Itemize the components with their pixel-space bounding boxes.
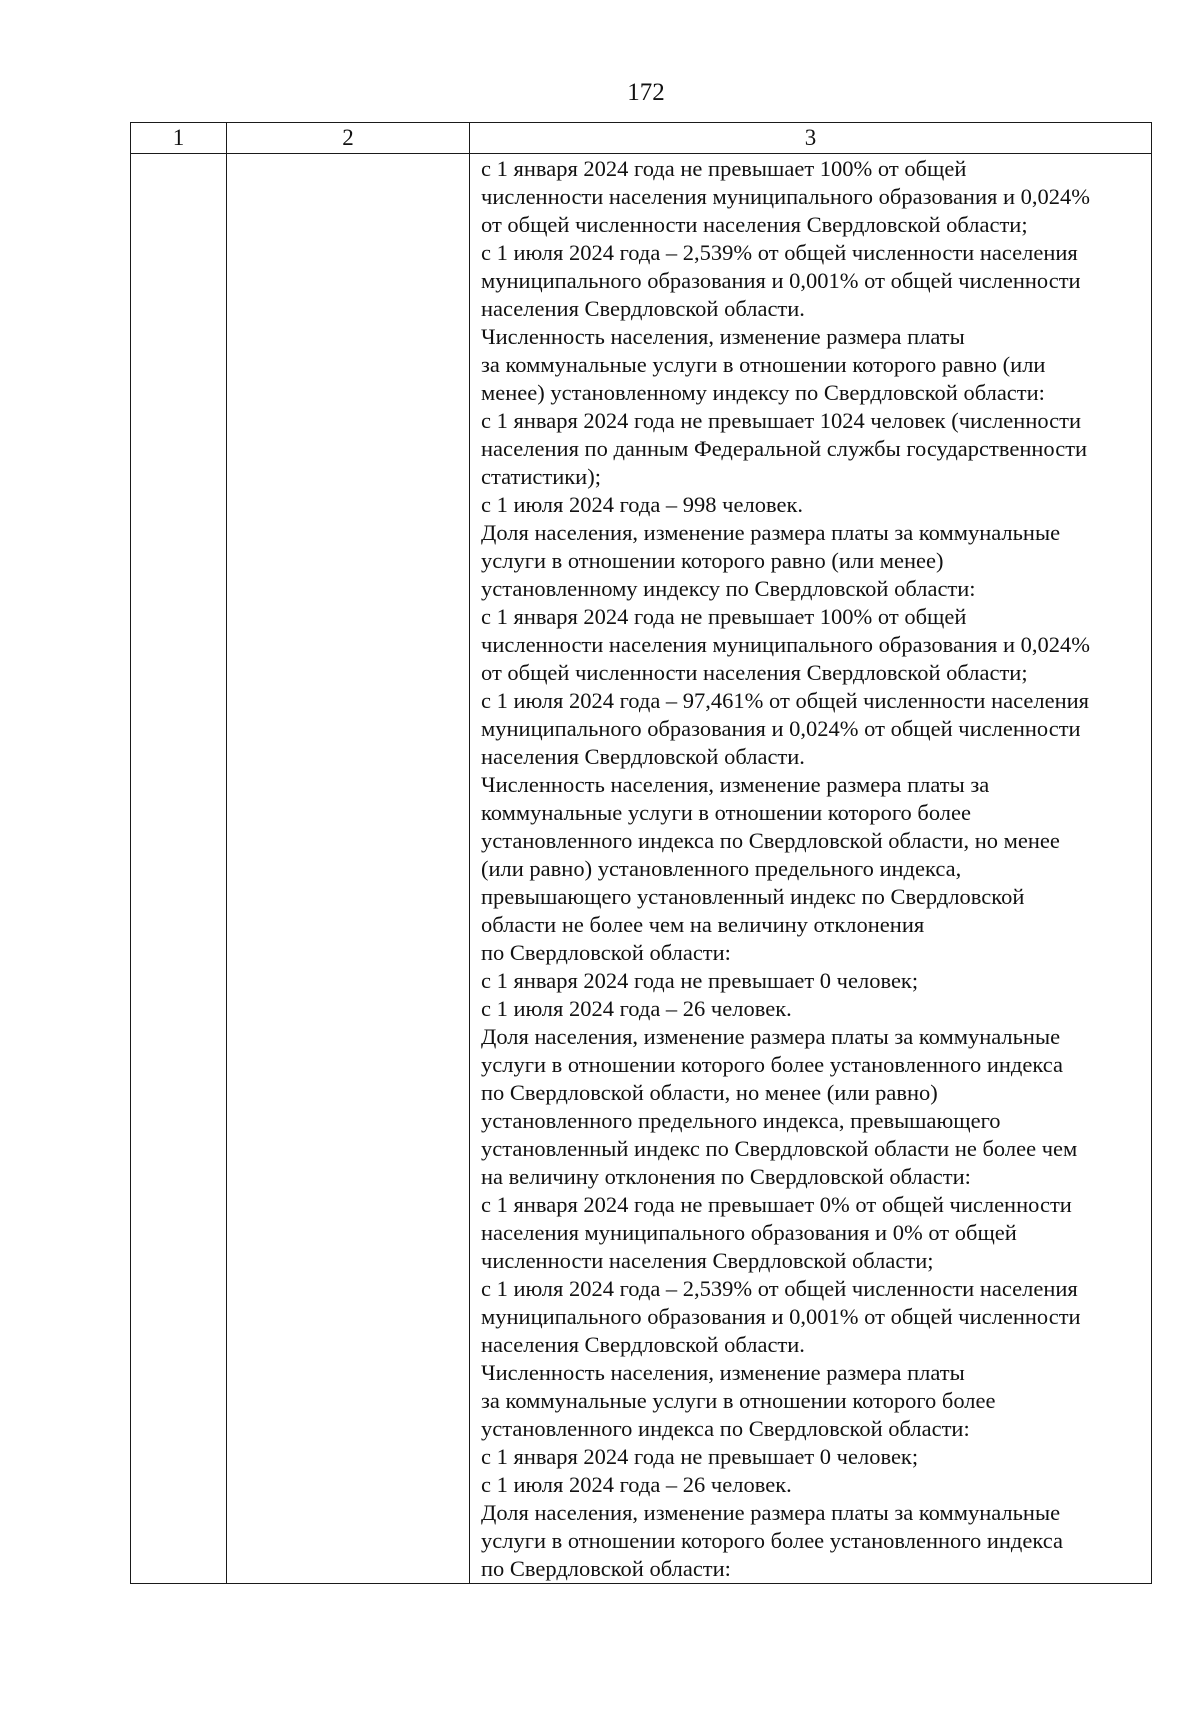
text-line: установленный индекс по Свердловской области не более чем [481,1136,1078,1161]
text-line: услуги в отношении которого более установленного индекса [481,1528,1063,1553]
text-line: услуги в отношении которого равно (или менее) [481,548,944,573]
text-line: с 1 июля 2024 года – 2,539% от общей численности населения [481,1276,1078,1301]
header-col-3: 3 [470,123,1152,154]
text-line: Численность населения, изменение размера платы [481,1360,965,1385]
header-col-1: 1 [131,123,227,154]
text-line: с 1 января 2024 года не превышает 0% от общей численности [481,1192,1072,1217]
document-table [130,122,1152,1584]
text-line: населения Свердловской области. [481,296,805,321]
text-line: с 1 июля 2024 года – 26 человек. [481,996,792,1021]
text-line: с 1 июля 2024 года – 97,461% от общей численности населения [481,688,1089,713]
cell-col-3 [470,154,1152,1584]
text-line: установленного предельного индекса, превышающего [481,1108,1001,1133]
text-line: численности населения Свердловской области; [481,1248,934,1273]
text-line: с 1 июля 2024 года – 2,539% от общей численности населения [481,240,1078,265]
text-line: Доля населения, изменение размера платы за коммунальные [481,1500,1061,1525]
text-line: численности населения муниципального образования и 0,024% [481,184,1091,209]
text-line: коммунальные услуги в отношении которого более [481,800,971,825]
text-line: населения Свердловской области. [481,1332,805,1357]
text-line: с 1 июля 2024 года – 26 человек. [481,1472,792,1497]
text-line: Численность населения, изменение размера платы за [481,772,990,797]
text-line: статистики); [481,464,601,489]
page-number: 172 [627,79,665,106]
text-line: за коммунальные услуги в отношении которого более [481,1388,996,1413]
text-line: по Свердловской области: [481,940,731,965]
text-line: муниципального образования и 0,001% от общей численности [481,1304,1081,1329]
text-line: (или равно) установленного предельного индекса, [481,856,962,881]
text-line: за коммунальные услуги в отношении которого равно (или [481,352,1046,377]
text-line: от общей численности населения Свердловской области; [481,660,1028,685]
table-header [131,123,1152,154]
text-line: численности населения муниципального образования и 0,024% [481,632,1091,657]
text-line: с 1 июля 2024 года – 998 человек. [481,492,803,517]
text-line: на величину отклонения по Свердловской области: [481,1164,971,1189]
text-line: Доля населения, изменение размера платы за коммунальные [481,1024,1061,1049]
text-line: услуги в отношении которого более установленного индекса [481,1052,1063,1077]
text-line: населения Свердловской области. [481,744,805,769]
text-line: установленного индекса по Свердловской области: [481,1416,970,1441]
text-line: с 1 января 2024 года не превышает 0 человек; [481,1444,919,1469]
text-line: по Свердловской области, но менее (или равно) [481,1080,938,1105]
text-line: Численность населения, изменение размера платы [481,324,965,349]
text-line: с 1 января 2024 года не превышает 0 человек; [481,968,919,993]
cell-col-2 [227,154,470,1584]
text-line: населения по данным Федеральной службы государственности [481,436,1088,461]
text-line: превышающего установленный индекс по Свердловской [481,884,1025,909]
text-line: с 1 января 2024 года не превышает 100% от общей [481,156,967,181]
text-line: с 1 января 2024 года не превышает 100% от общей [481,604,967,629]
table-row [131,154,1152,1584]
text-line: от общей численности населения Свердловской области; [481,212,1028,237]
text-line: установленного индекса по Свердловской области, но менее [481,828,1060,853]
text-line: муниципального образования и 0,001% от общей численности [481,268,1081,293]
text-line: Доля населения, изменение размера платы за коммунальные [481,520,1061,545]
col3-text-block [470,154,1151,1583]
text-line: муниципального образования и 0,024% от общей численности [481,716,1081,741]
header-col-2: 2 [227,123,470,154]
text-line: установленному индексу по Свердловской области: [481,576,976,601]
text-line: области не более чем на величину отклонения [481,912,925,937]
text-line: с 1 января 2024 года не превышает 1024 человек (численности [481,408,1082,433]
text-line: менее) установленному индексу по Свердловской области: [481,380,1045,405]
cell-col-1 [131,154,227,1584]
header-row [131,123,1152,154]
text-line: населения муниципального образования и 0% от общей [481,1220,1017,1245]
text-line: по Свердловской области: [481,1556,731,1581]
